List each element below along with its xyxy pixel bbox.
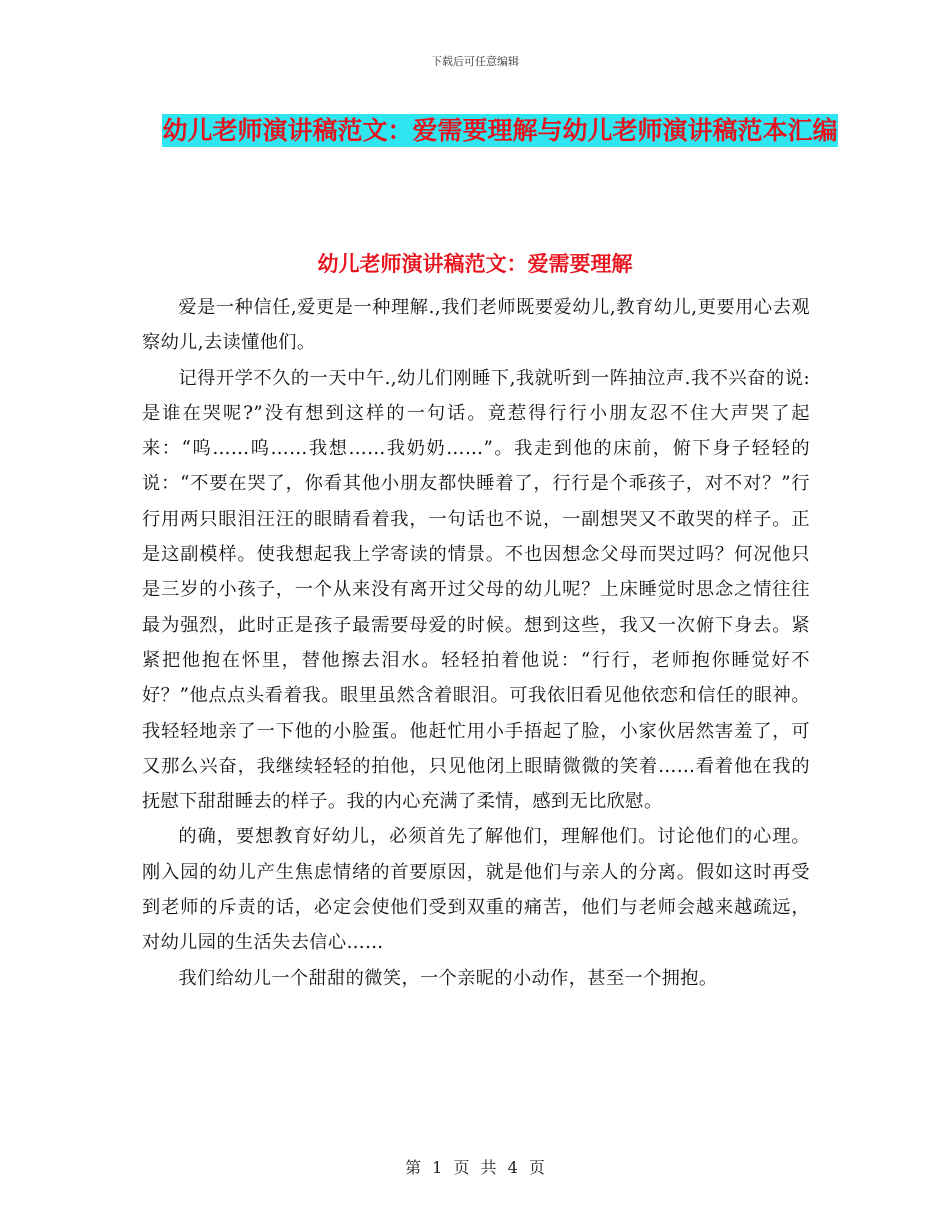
header-note: 下载后可任意编辑 xyxy=(431,55,519,68)
section-title: 幼儿老师演讲稿范文：爱需要理解 xyxy=(317,252,633,276)
document-title-text: 幼儿老师演讲稿范文：爱需要理解与幼儿老师演讲稿范本汇编 xyxy=(162,116,838,145)
document-title xyxy=(140,108,860,154)
paragraph: 记得开学不久的一天中午.,幼儿们刚睡下,我就听到一阵抽泣声.我不兴奋的说:是谁在哭呢?”没有想到这样的一句话。竟惹得行行小朋友忍不住大声哭了起来：“呜……呜……我想……我奶奶……”。我走到他的床前，俯下身子轻轻的说：“不要在哭了，你看其他小朋友都快睡着了，行行是个乖孩子，对不对？”行行用两只眼泪汪汪的眼睛看着我，一句话也不说，一副想哭又不敢哭的样子。正是这副模样。使我想起我上学寄读的情景。不也因想念父母而哭过吗？何况他只是三岁的小孩子，一个从来没有离开过父母的幼儿呢？上床睡觉时思念之情往往最为强烈，此时正是孩子最需要母爱的时候。想到这些，我又一次俯下身去。紧紧把他抱在怀里，替他擦去泪水。轻轻拍着他说：“行行，老师抱你睡觉好不好？”他点点头看着我。眼里虽然含着眼泪。可我依旧看见他依恋和信任的眼神。我轻轻地亲了一下他的小脸蛋。他赶忙用小手捂起了脸，小家伙居然害羞了，可又那么兴奋，我继续轻轻的拍他，只见他闭上眼睛微微的笑着……看着他在我的抚慰下甜甜睡去的样子。我的内心充满了柔情，感到无比欣慰。 xyxy=(142,367,810,813)
paragraph: 我们给幼儿一个甜甜的微笑，一个亲昵的小动作，甚至一个拥抱。 xyxy=(178,967,718,989)
paragraph: 的确，要想教育好幼儿，必须首先了解他们，理解他们。讨论他们的心理。刚入园的幼儿产生焦虑情绪的首要原因，就是他们与亲人的分离。假如这时再受到老师的斥责的话，必定会使他们受到双重的痛苦，他们与老师会越来越疏远，对幼儿园的生活失去信心…… xyxy=(142,826,810,954)
paragraph: 爱是一种信任,爱更是一种理解.,我们老师既要爱幼儿,教育幼儿,更要用心去观察幼儿,去读懂他们。 xyxy=(142,297,810,354)
body-text xyxy=(142,290,810,996)
page-indicator: 第 1 页 共 4 页 xyxy=(405,1158,545,1177)
